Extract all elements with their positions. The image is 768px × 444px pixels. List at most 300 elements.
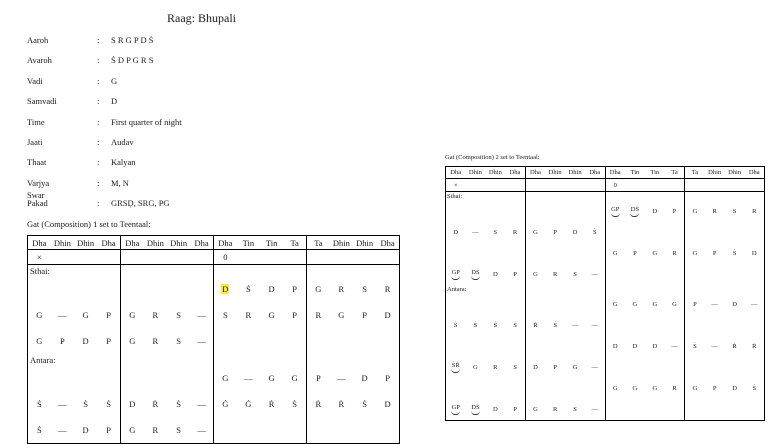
- swar-cell: Ṙ: [752, 343, 757, 350]
- swar-cell: Ṡ: [493, 322, 498, 329]
- swar-cell: P: [283, 276, 306, 302]
- swar-cell: [605, 201, 625, 222]
- swar-cell: [705, 399, 725, 421]
- bol-cell: Dha: [97, 236, 120, 250]
- swar-cell: [167, 365, 190, 391]
- note-row: [446, 357, 765, 378]
- swar-cell: [465, 336, 485, 357]
- swar-cell: G: [36, 336, 43, 346]
- swar-cell: [585, 201, 605, 222]
- swar-cell: S: [362, 284, 367, 294]
- swar-cell: R: [665, 243, 685, 264]
- taal-mark-cell: [283, 250, 306, 265]
- swar-cell: G: [129, 336, 136, 346]
- swar-cell: D: [82, 336, 89, 346]
- swar-cell: Ṙ: [315, 399, 322, 409]
- swar-cell: [525, 336, 545, 357]
- swar-cell: [685, 315, 705, 336]
- swar-cell: [376, 328, 399, 354]
- gat1-table: [27, 235, 400, 444]
- swar-cell: [446, 264, 466, 285]
- info-value: Audav: [111, 136, 134, 147]
- swar-cell: D: [384, 310, 391, 320]
- info-colon: :: [97, 136, 100, 147]
- bol-cell: Ta: [665, 167, 685, 179]
- taal-mark-cell: [685, 179, 705, 192]
- swar-cell: P: [505, 264, 525, 285]
- taal-mark-cell: [525, 179, 545, 192]
- info-key: Vadi: [27, 75, 43, 86]
- swar-cell: R: [552, 271, 558, 278]
- swar-cell: G: [338, 310, 345, 320]
- swar-cell: [144, 276, 167, 302]
- taal-mark-cell: [353, 250, 376, 265]
- swar-cell: S: [223, 310, 228, 320]
- taal-mark-cell: [260, 250, 283, 265]
- info-value: GRSḌ, SRG, PG: [111, 198, 170, 209]
- note-row: [446, 294, 765, 315]
- swar-cell: [525, 201, 545, 222]
- swar-cell: [446, 399, 466, 421]
- swar-cell: Ṡ: [246, 284, 251, 294]
- swar-cell: [625, 399, 645, 421]
- swar-cell: P: [712, 250, 717, 257]
- bol-cell: Dhin: [565, 167, 585, 179]
- swar-cell: —: [190, 328, 213, 354]
- note-row: [446, 243, 765, 264]
- swar-cell: [725, 264, 745, 285]
- swar-cell: [745, 399, 765, 421]
- info-value: Ṡ D P G R S: [111, 55, 154, 66]
- meend-arc-icon: [451, 411, 460, 415]
- swar-cell: Ṡ: [585, 222, 605, 243]
- swar-cell: R: [752, 208, 757, 215]
- bol-cell: Dha: [190, 236, 213, 250]
- info-key: Samvadi: [27, 96, 57, 107]
- swar-cell: G: [222, 373, 229, 383]
- section-label: Sthai:: [446, 192, 526, 202]
- swar-cell: G: [533, 406, 538, 413]
- bol-cell: Dha: [585, 167, 605, 179]
- swar-cell: D: [652, 208, 658, 215]
- gat2-table: [445, 166, 765, 421]
- swar-cell: [167, 276, 190, 302]
- taal-mark-cell: 0: [214, 250, 237, 265]
- taal-mark-cell: [665, 179, 685, 192]
- swar-cell: Ṙ: [338, 399, 345, 409]
- swar-cell: Ṡ: [693, 343, 697, 350]
- swar-cell: [545, 378, 565, 399]
- swar-cell: —: [190, 391, 213, 417]
- swar-cell: —: [58, 310, 67, 320]
- meend-note: GP: [451, 403, 460, 411]
- meend-note: DṠ: [471, 403, 480, 411]
- swar-cell: S: [176, 336, 181, 346]
- empty-cell: [685, 192, 765, 202]
- taal-mark-cell: [97, 250, 120, 265]
- bol-cell: Dha: [121, 236, 144, 250]
- empty-cell: [525, 192, 605, 202]
- taal-mark-cell: [376, 250, 399, 265]
- swar-cell: —: [244, 373, 253, 383]
- swar-cell: P: [316, 373, 321, 383]
- empty-cell: [307, 265, 400, 277]
- bol-cell: Dhin: [167, 236, 190, 250]
- note-row: [28, 276, 400, 302]
- taal-mark-cell: [51, 250, 74, 265]
- swar-cell: [465, 264, 485, 285]
- swar-cell: [725, 315, 745, 336]
- note-row: [446, 264, 765, 285]
- swar-cell: P: [633, 250, 637, 257]
- taal-mark-cell: [745, 179, 765, 192]
- empty-cell: [307, 354, 400, 365]
- swar-cell: Ṡ: [97, 391, 120, 417]
- swar-cell: [330, 417, 353, 444]
- swar-cell: D: [632, 343, 638, 350]
- note-row: [446, 336, 765, 357]
- swar-cell: S: [176, 310, 181, 320]
- swar-cell: G: [82, 310, 89, 320]
- swar-cell: Ṡ: [453, 322, 458, 329]
- swar-cell: [74, 365, 97, 391]
- swar-cell: [625, 201, 645, 222]
- swar-cell: [625, 357, 645, 378]
- meend-note: DṠ: [471, 268, 480, 276]
- meend-note: GP: [611, 205, 620, 213]
- swar-cell: [685, 357, 705, 378]
- swar-cell: [645, 264, 665, 285]
- swar-cell: —: [751, 301, 758, 308]
- swar-cell: —: [585, 264, 605, 285]
- empty-cell: [214, 265, 307, 277]
- swar-cell: [51, 276, 74, 302]
- taal-mark-cell: [565, 179, 585, 192]
- info-colon: :: [97, 198, 100, 209]
- swar-cell: [465, 294, 485, 315]
- swar-cell: [144, 365, 167, 391]
- empty-cell: [605, 285, 685, 294]
- swar-cell: [725, 222, 745, 243]
- swar-cell: D: [492, 271, 498, 278]
- swar-cell: Ṡ: [362, 399, 367, 409]
- bol-cell: Tin: [645, 167, 665, 179]
- section-row: [28, 265, 400, 277]
- swar-cell: Ṙ: [732, 343, 737, 350]
- info-value: M, N: [111, 177, 129, 188]
- bol-cell: Dhin: [144, 236, 167, 250]
- swar-cell: [545, 243, 565, 264]
- info-key: Aaroh: [27, 35, 49, 45]
- bol-cell: Dha: [376, 236, 399, 250]
- meend-arc-icon: [611, 213, 620, 217]
- section-row: [28, 354, 400, 365]
- taal-mark-cell: [645, 179, 665, 192]
- swar-cell: [745, 264, 765, 285]
- swar-cell: [28, 276, 51, 302]
- swar-cell: [545, 336, 565, 357]
- swar-cell: P: [97, 302, 120, 328]
- swar-cell: [283, 417, 306, 444]
- swar-cell: [665, 399, 685, 421]
- swar-cell: [465, 201, 485, 222]
- swar-cell: G: [692, 385, 698, 392]
- swar-cell: R: [152, 336, 159, 346]
- swar-cell: [307, 417, 330, 444]
- swar-cell: [485, 294, 505, 315]
- gat1-caption: Gat (Composition) 1 set to Teentaal:: [27, 219, 151, 229]
- swar-cell: [705, 357, 725, 378]
- swar-cell: D: [129, 399, 136, 409]
- swar-cell: Ṡ: [176, 399, 181, 409]
- bol-cell: Dha: [214, 236, 237, 250]
- swar-cell: D: [268, 284, 275, 294]
- swar-cell: Ṙ: [268, 399, 275, 409]
- info-value: Kalyan: [111, 157, 136, 168]
- swar-cell: [645, 222, 665, 243]
- swar-cell: —: [190, 417, 213, 444]
- swar-cell: P: [553, 364, 557, 371]
- swar-cell: Ṙ: [152, 399, 159, 409]
- swar-cell: [685, 222, 705, 243]
- note-row: [28, 417, 400, 444]
- swar-cell: [190, 276, 213, 302]
- bol-cell: Dhin: [485, 167, 505, 179]
- swar-cell: [645, 399, 665, 421]
- swar-cell: [485, 378, 505, 399]
- swar-cell: [645, 315, 665, 336]
- swar-cell: —: [711, 343, 718, 350]
- swar-cell: G: [268, 373, 275, 383]
- bol-cell: Dha: [745, 167, 765, 179]
- bol-cell: Tin: [260, 236, 283, 250]
- bol-cell: Dhin: [545, 167, 565, 179]
- swar-cell: [605, 222, 625, 243]
- swar-cell: [565, 294, 585, 315]
- swar-cell: S: [732, 208, 737, 215]
- swar-cell: G: [533, 229, 538, 236]
- meend-arc-icon: [471, 411, 480, 415]
- swar-cell: D: [361, 373, 368, 383]
- swar-cell: [705, 264, 725, 285]
- swar-cell: P: [505, 399, 525, 421]
- swar-cell: Ṡ: [473, 322, 478, 329]
- swar-cell: [685, 399, 705, 421]
- swar-cell: G: [129, 310, 136, 320]
- swar-cell: [28, 365, 51, 391]
- swar-cell: D: [533, 364, 538, 371]
- swar-cell: G: [612, 385, 618, 392]
- gat2-caption: Gat (Composition) 2 set to Teentaal:: [445, 154, 540, 161]
- swar-cell: [307, 328, 330, 354]
- bol-cell: Ta: [283, 236, 306, 250]
- swar-cell: [190, 365, 213, 391]
- taal-mark-cell: ×: [446, 179, 466, 192]
- swar-cell: S: [573, 406, 577, 413]
- swar-cell: [353, 328, 376, 354]
- section-row: [446, 192, 765, 202]
- swar-cell: [97, 365, 120, 391]
- swar-cell: [525, 294, 545, 315]
- swar-cell: [237, 417, 260, 444]
- bol-cell: Dha: [505, 167, 525, 179]
- swar-cell: [665, 315, 685, 336]
- empty-cell: [121, 265, 214, 277]
- swar-cell: Ṙ: [533, 322, 538, 329]
- swar-cell: G: [665, 294, 685, 315]
- swar-cell: D: [572, 229, 578, 236]
- info-colon: :: [97, 177, 100, 188]
- swar-cell: G: [129, 425, 136, 435]
- swar-cell: [485, 201, 505, 222]
- swar-cell: —: [58, 399, 67, 409]
- note-row: [28, 302, 400, 328]
- swar-cell: [565, 201, 585, 222]
- swar-cell: [51, 365, 74, 391]
- swar-cell: —: [665, 336, 685, 357]
- swar-cell: Ṡ: [732, 250, 737, 257]
- taal-mark-cell: [485, 179, 505, 192]
- empty-cell: [214, 354, 307, 365]
- info-value: S R G P D Ṡ: [111, 35, 154, 45]
- bol-cell: Dhin: [725, 167, 745, 179]
- swar-cell: P: [283, 302, 306, 328]
- empty-cell: [605, 192, 685, 202]
- taal-mark-cell: [585, 179, 605, 192]
- swar-cell: [446, 201, 466, 222]
- info-key: Pakad: [27, 198, 48, 209]
- taal-header-row: [446, 167, 765, 179]
- swar-cell: G: [268, 310, 275, 320]
- swar-cell: G: [36, 310, 43, 320]
- swar-cell: [446, 378, 466, 399]
- section-label: Sthai:: [28, 265, 121, 277]
- info-key: Avaroh: [27, 55, 52, 66]
- swar-cell: —: [585, 357, 605, 378]
- swar-cell: D: [453, 229, 459, 236]
- swar-cell: G: [652, 301, 658, 308]
- swar-cell: G: [473, 364, 478, 371]
- note-row: [446, 222, 765, 243]
- bol-cell: Tin: [625, 167, 645, 179]
- swar-cell: [585, 294, 605, 315]
- swar-cell: S: [573, 271, 577, 278]
- swar-cell: G: [632, 385, 638, 392]
- swar-cell: [283, 328, 306, 354]
- swar-cell: R: [505, 222, 525, 243]
- swar-cell: [485, 243, 505, 264]
- taal-mark-cell: [190, 250, 213, 265]
- swar-cell: G: [612, 250, 618, 257]
- swar-cell: [705, 222, 725, 243]
- swar-cell: [605, 264, 625, 285]
- taal-mark-cell: [121, 250, 144, 265]
- swar-cell: [353, 417, 376, 444]
- taal-header-row: [28, 236, 400, 250]
- swar-cell: [237, 328, 260, 354]
- swar-cell: G: [283, 365, 306, 391]
- swar-cell: G: [692, 208, 698, 215]
- swar-cell: [214, 276, 237, 302]
- swar-cell: G: [652, 385, 658, 392]
- empty-cell: [525, 285, 605, 294]
- swar-cell: —: [571, 322, 579, 329]
- swar-cell: —: [190, 302, 213, 328]
- info-key: Thaat: [27, 157, 47, 168]
- info-colon: :: [97, 75, 100, 86]
- swar-cell: Ġ: [245, 399, 252, 409]
- swar-cell: [665, 222, 685, 243]
- info-key: Jaati: [27, 136, 43, 147]
- swar-cell: [446, 243, 466, 264]
- swar-cell: [505, 378, 525, 399]
- swar-cell: [605, 399, 625, 421]
- meend-arc-icon: [451, 276, 460, 280]
- swar-cell: P: [712, 385, 717, 392]
- swar-cell: R: [665, 378, 685, 399]
- info-value: First quarter of night: [111, 116, 182, 127]
- swar-cell: R: [152, 310, 159, 320]
- meend-note: GP: [451, 268, 460, 276]
- swar-cell: [465, 378, 485, 399]
- taal-mark-cell: [625, 179, 645, 192]
- taal-mark-cell: [545, 179, 565, 192]
- swar-cell: [505, 243, 525, 264]
- info-key: Time: [27, 116, 45, 127]
- swar-cell: P: [665, 201, 685, 222]
- swar-cell: P: [362, 310, 367, 320]
- swar-cell: [505, 201, 525, 222]
- swar-cell: D: [751, 250, 757, 257]
- swar-cell: R: [152, 425, 159, 435]
- swar-cell: [525, 378, 545, 399]
- swar-cell: G: [632, 301, 638, 308]
- swar-cell: [565, 336, 585, 357]
- swar-cell: Ṡ: [83, 399, 88, 409]
- swar-cell: [465, 243, 485, 264]
- taal-mark-cell: [74, 250, 97, 265]
- swar-cell: [625, 315, 645, 336]
- bol-cell: Dhin: [330, 236, 353, 250]
- swar-cell: [605, 315, 625, 336]
- info-key: Varjya Swar: [27, 177, 50, 200]
- swar-cell: —: [585, 399, 605, 421]
- swar-cell: P: [97, 328, 120, 354]
- raag-title: Raag: Bhupali: [167, 11, 236, 25]
- swar-cell: [565, 243, 585, 264]
- info-value: D: [111, 96, 118, 107]
- meend-note: DṠ: [630, 205, 640, 213]
- swar-cell: —: [337, 373, 346, 383]
- taal-mark-cell: [725, 179, 745, 192]
- taal-mark-cell: [705, 179, 725, 192]
- taal-mark-cell: [330, 250, 353, 265]
- swar-cell: [585, 243, 605, 264]
- swar-cell: [685, 264, 705, 285]
- bol-cell: Dha: [28, 236, 51, 250]
- swar-cell: [505, 294, 525, 315]
- swar-cell: D: [732, 385, 737, 392]
- swar-cell: P: [553, 229, 557, 236]
- swar-cell: —: [711, 301, 718, 308]
- swar-cell: [446, 294, 466, 315]
- section-label: Antara:: [446, 285, 526, 294]
- swar-cell: —: [585, 315, 605, 336]
- bol-cell: Dha: [525, 167, 545, 179]
- bol-cell: Ta: [685, 167, 705, 179]
- swar-cell: [446, 357, 466, 378]
- taal-mark-cell: [144, 250, 167, 265]
